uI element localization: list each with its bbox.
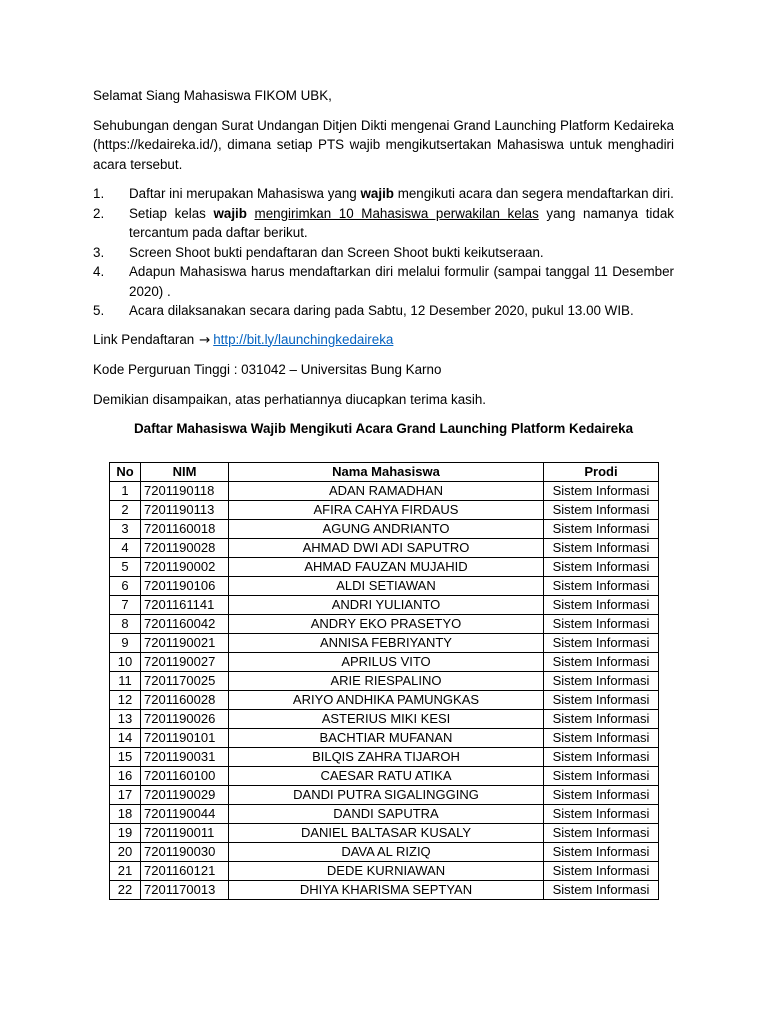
cell-nim: 7201190011	[141, 824, 229, 843]
list-item	[93, 262, 674, 301]
table-row	[110, 767, 659, 786]
cell-prodi: Sistem Informasi	[544, 596, 659, 615]
cell-nama: DHIYA KHARISMA SEPTYAN	[229, 881, 544, 900]
table-row	[110, 881, 659, 900]
cell-prodi: Sistem Informasi	[544, 615, 659, 634]
cell-nim: 7201160018	[141, 520, 229, 539]
list-text: Screen Shoot bukti pendaftaran dan Screen Shoot bukti keikutseraan.	[129, 244, 544, 260]
cell-nim: 7201190031	[141, 748, 229, 767]
cell-nim: 7201190106	[141, 577, 229, 596]
cell-no: 7	[110, 596, 141, 615]
list-item	[93, 301, 674, 321]
link-label: Link Pendaftaran	[93, 331, 195, 347]
cell-nama: AGUNG ANDRIANTO	[229, 520, 544, 539]
cell-nama: ANDRI YULIANTO	[229, 596, 544, 615]
list-item	[93, 184, 674, 204]
cell-nama: ARIE RIESPALINO	[229, 672, 544, 691]
cell-no: 16	[110, 767, 141, 786]
cell-no: 19	[110, 824, 141, 843]
cell-nama: ADAN RAMADHAN	[229, 482, 544, 501]
list-number: 3.	[93, 244, 105, 260]
cell-prodi: Sistem Informasi	[544, 539, 659, 558]
cell-nim: 7201190028	[141, 539, 229, 558]
cell-prodi: Sistem Informasi	[544, 767, 659, 786]
cell-no: 20	[110, 843, 141, 862]
cell-no: 13	[110, 710, 141, 729]
cell-nim: 7201160042	[141, 615, 229, 634]
registration-link-line	[93, 330, 674, 351]
table-row	[110, 577, 659, 596]
cell-nama: APRILUS VITO	[229, 653, 544, 672]
cell-nama: ALDI SETIAWAN	[229, 577, 544, 596]
cell-nim: 7201190118	[141, 482, 229, 501]
cell-no: 11	[110, 672, 141, 691]
cell-nama: DANDI SAPUTRA	[229, 805, 544, 824]
list-number: 1.	[93, 186, 105, 201]
cell-nama: CAESAR RATU ATIKA	[229, 767, 544, 786]
cell-prodi: Sistem Informasi	[544, 520, 659, 539]
list-item	[93, 243, 674, 263]
cell-nama: BACHTIAR MUFANAN	[229, 729, 544, 748]
intro-paragraph: Sehubungan dengan Surat Undangan Ditjen Dikti mengenai Grand Launching Platform Kedaireka (https://kedaireka.id/), dimana setiap PTS wajib mengikutsertakan Mahasiswa untuk menghadiri acara tersebut.	[93, 117, 674, 172]
cell-nama: AFIRA CAHYA FIRDAUS	[229, 501, 544, 520]
cell-nim: 7201190026	[141, 710, 229, 729]
cell-nim: 7201190044	[141, 805, 229, 824]
cell-no: 8	[110, 615, 141, 634]
underlined-requirement: mengirimkan 10 Mahasiswa perwakilan kelas	[254, 205, 539, 221]
cell-no: 9	[110, 634, 141, 653]
table-title: Daftar Mahasiswa Wajib Mengikuti Acara Grand Launching Platform Kedaireka	[133, 421, 634, 436]
table-row	[110, 558, 659, 577]
cell-prodi: Sistem Informasi	[544, 710, 659, 729]
cell-prodi: Sistem Informasi	[544, 748, 659, 767]
cell-prodi: Sistem Informasi	[544, 634, 659, 653]
table-row	[110, 710, 659, 729]
cell-no: 1	[110, 482, 141, 501]
cell-nama: ASTERIUS MIKI KESI	[229, 710, 544, 729]
cell-nim: 7201170013	[141, 881, 229, 900]
list-number: 5.	[93, 303, 105, 318]
list-number: 2.	[93, 205, 105, 221]
cell-no: 17	[110, 786, 141, 805]
cell-no: 14	[110, 729, 141, 748]
cell-prodi: Sistem Informasi	[544, 729, 659, 748]
list-text-part: mengikuti acara dan segera mendaftarkan diri.	[393, 186, 674, 201]
emphasis-wajib: wajib	[213, 205, 247, 221]
registration-link[interactable]: http://bit.ly/launchingkedaireka	[213, 331, 394, 347]
cell-nim: 7201190021	[141, 634, 229, 653]
greeting: Selamat Siang Mahasiswa FIKOM UBK,	[93, 88, 332, 103]
table-row	[110, 824, 659, 843]
cell-no: 18	[110, 805, 141, 824]
closing-paragraph: Demikian disampaikan, atas perhatiannya diucapkan terima kasih.	[93, 391, 487, 407]
table-row	[110, 634, 659, 653]
cell-no: 12	[110, 691, 141, 710]
cell-no: 3	[110, 520, 141, 539]
cell-nama: AHMAD DWI ADI SAPUTRO	[229, 539, 544, 558]
table-row	[110, 520, 659, 539]
cell-no: 10	[110, 653, 141, 672]
cell-prodi: Sistem Informasi	[544, 805, 659, 824]
table-row	[110, 653, 659, 672]
cell-prodi: Sistem Informasi	[544, 862, 659, 881]
cell-no: 2	[110, 501, 141, 520]
cell-nim: 7201190029	[141, 786, 229, 805]
table-row	[110, 596, 659, 615]
header-no: No	[110, 463, 141, 482]
cell-prodi: Sistem Informasi	[544, 577, 659, 596]
table-row	[110, 786, 659, 805]
list-text-part: Daftar ini merupakan Mahasiswa yang	[129, 186, 361, 201]
cell-nama: DAVA AL RIZIQ	[229, 843, 544, 862]
letter-body	[93, 86, 674, 446]
cell-nim: 7201190030	[141, 843, 229, 862]
table-body	[110, 482, 659, 900]
cell-prodi: Sistem Informasi	[544, 824, 659, 843]
header-nama: Nama Mahasiswa	[229, 463, 544, 482]
cell-nama: BILQIS ZAHRA TIJAROH	[229, 748, 544, 767]
table-row	[110, 843, 659, 862]
cell-nama: ANDRY EKO PRASETYO	[229, 615, 544, 634]
list-number: 4.	[93, 264, 105, 279]
cell-nim: 7201160100	[141, 767, 229, 786]
cell-prodi: Sistem Informasi	[544, 786, 659, 805]
cell-nim: 7201160028	[141, 691, 229, 710]
cell-nama: AHMAD FAUZAN MUJAHID	[229, 558, 544, 577]
header-nim: NIM	[141, 463, 229, 482]
cell-prodi: Sistem Informasi	[544, 501, 659, 520]
cell-nim: 7201170025	[141, 672, 229, 691]
list-text: Acara dilaksanakan secara daring pada Sabtu, 12 Desember 2020, pukul 13.00 WIB.	[129, 303, 634, 318]
list-text: Adapun Mahasiswa harus mendaftarkan diri melalui formulir (sampai tanggal 11 Desember 2020) .	[129, 264, 674, 299]
table-row	[110, 862, 659, 881]
cell-nim: 7201190027	[141, 653, 229, 672]
cell-nama: DEDE KURNIAWAN	[229, 862, 544, 881]
table-row	[110, 482, 659, 501]
list-text	[129, 204, 674, 243]
cell-no: 21	[110, 862, 141, 881]
institution-code: Kode Perguruan Tinggi : 031042 – Universitas Bung Karno	[93, 362, 442, 377]
table-row	[110, 539, 659, 558]
cell-prodi: Sistem Informasi	[544, 558, 659, 577]
cell-nim: 7201190113	[141, 501, 229, 520]
table-row	[110, 748, 659, 767]
table-row	[110, 615, 659, 634]
cell-no: 22	[110, 881, 141, 900]
cell-nim: 7201190002	[141, 558, 229, 577]
table-row	[110, 501, 659, 520]
cell-prodi: Sistem Informasi	[544, 653, 659, 672]
cell-prodi: Sistem Informasi	[544, 881, 659, 900]
cell-nim: 7201160121	[141, 862, 229, 881]
cell-prodi: Sistem Informasi	[544, 672, 659, 691]
emphasis-wajib: wajib	[360, 186, 394, 201]
student-table	[109, 462, 659, 900]
cell-prodi: Sistem Informasi	[544, 843, 659, 862]
cell-nim: 7201190101	[141, 729, 229, 748]
cell-no: 5	[110, 558, 141, 577]
instruction-list	[93, 184, 674, 321]
cell-nim: 7201161141	[141, 596, 229, 615]
cell-nama: ANNISA FEBRIYANTY	[229, 634, 544, 653]
table-row	[110, 729, 659, 748]
cell-nama: DANDI PUTRA SIGALINGGING	[229, 786, 544, 805]
cell-no: 15	[110, 748, 141, 767]
list-item	[93, 204, 674, 243]
cell-nama: DANIEL BALTASAR KUSALY	[229, 824, 544, 843]
cell-no: 4	[110, 539, 141, 558]
list-text-part: yang namanya tidak tercantum pada daftar berikut.	[129, 205, 674, 240]
cell-prodi: Sistem Informasi	[544, 482, 659, 501]
table-row	[110, 805, 659, 824]
cell-no: 6	[110, 577, 141, 596]
cell-prodi: Sistem Informasi	[544, 691, 659, 710]
cell-nama: ARIYO ANDHIKA PAMUNGKAS	[229, 691, 544, 710]
list-text	[129, 184, 674, 204]
table-header-row	[110, 463, 659, 482]
header-prodi: Prodi	[544, 463, 659, 482]
list-text-part: Setiap kelas	[129, 205, 214, 221]
arrow-right-icon: →	[198, 332, 211, 348]
table-row	[110, 672, 659, 691]
table-row	[110, 691, 659, 710]
